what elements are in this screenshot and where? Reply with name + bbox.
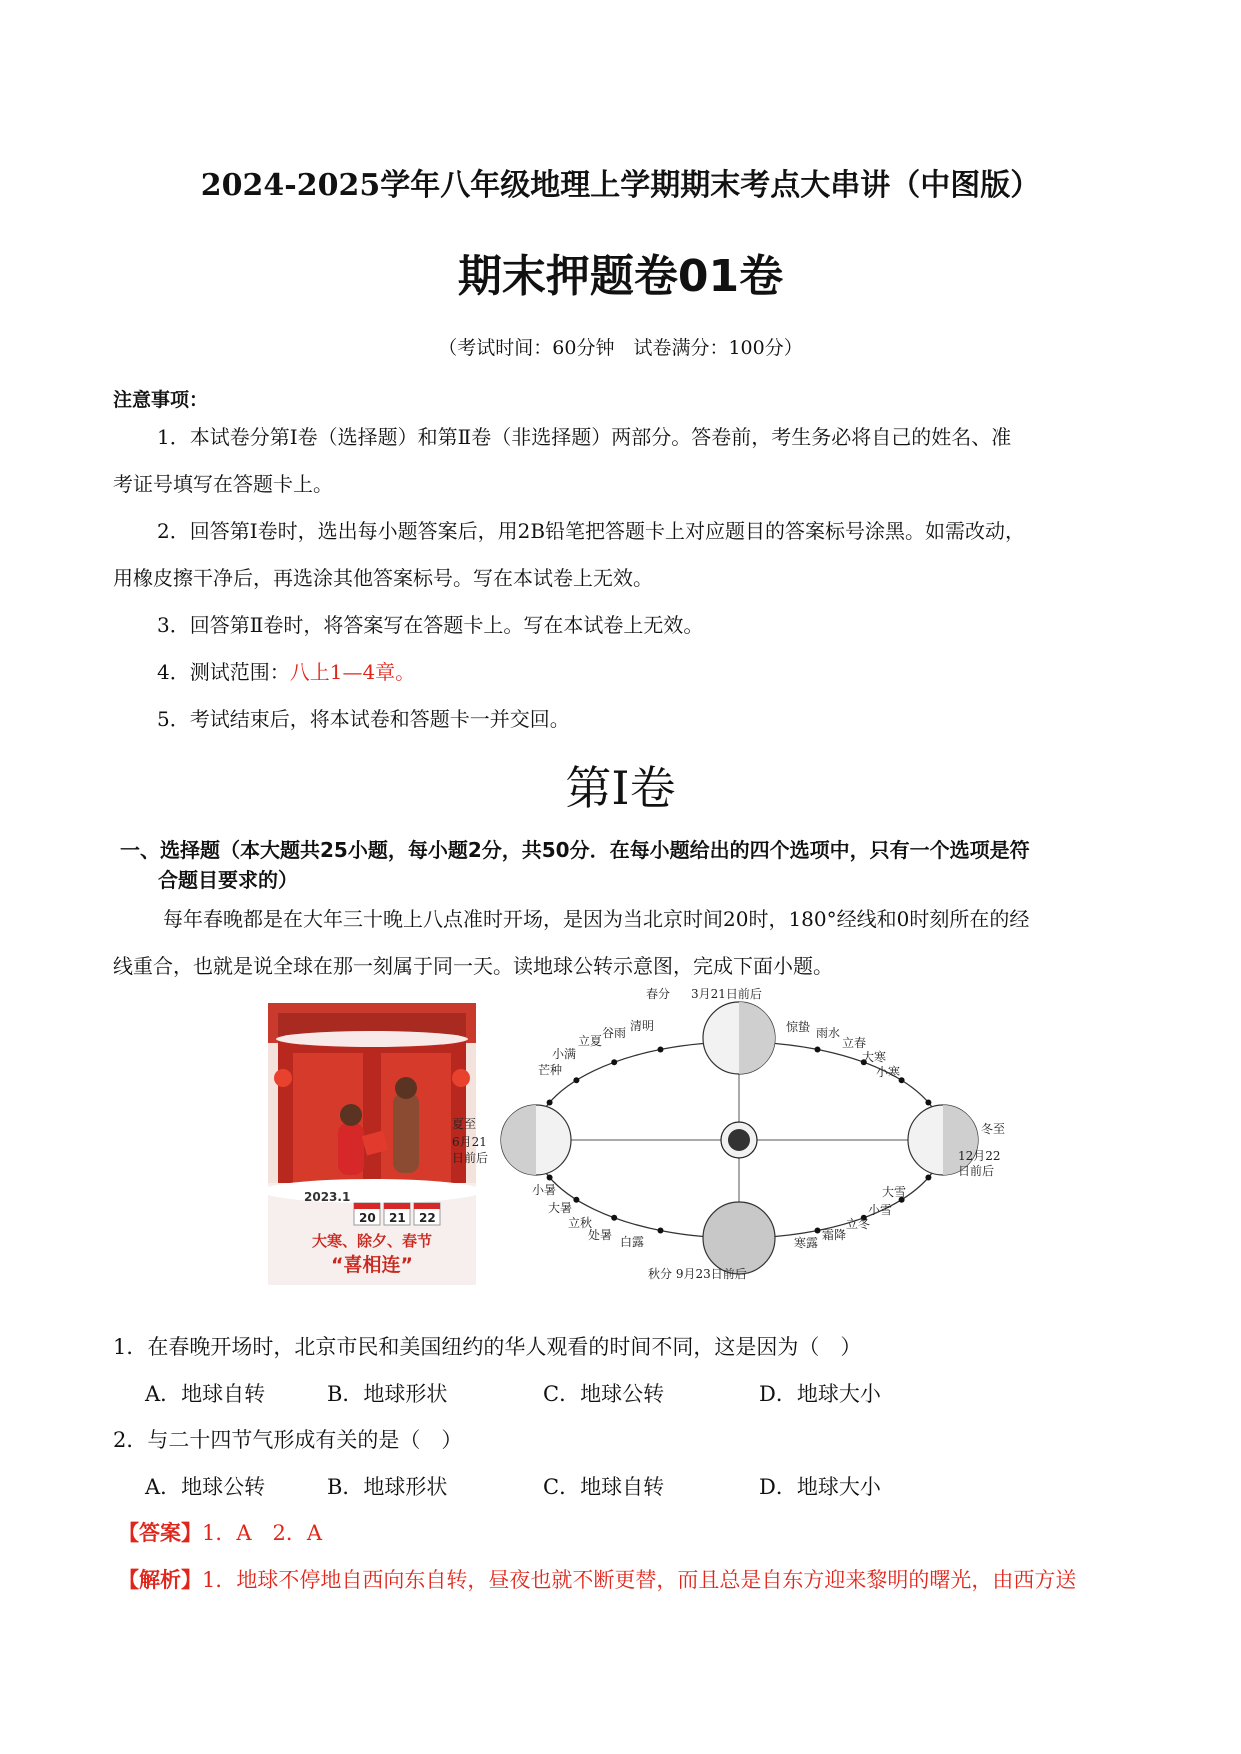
orbit-dot [815,1047,821,1053]
orbit-dot [611,1215,617,1221]
term-guyu: 谷雨 [602,1026,627,1040]
notice-heading: 注意事项： [113,389,209,411]
term-lichun: 立春 [842,1036,867,1050]
question-2-option-c: C．地球自转 [543,1475,665,1499]
poster-slogan: “喜相连” [331,1254,413,1276]
winter-solstice-date-2: 日前后 [958,1164,995,1178]
poster-day-21: 21 [389,1211,406,1225]
analysis-line [118,1564,1076,1594]
answer-text: 1．A 2．A [202,1521,323,1545]
question-2-option-a: A．地球公转 [145,1475,266,1499]
answer-label: 【答案】 [118,1520,202,1545]
orbit-dot [611,1059,617,1065]
analysis-text: 1．地球不停地自西向东自转，昼夜也就不断更替，而且总是自东方迎来黎明的曙光，由西方送 [202,1568,1077,1592]
analysis-label: 【解析】 [118,1567,202,1592]
term-xiaoxue: 小雪 [868,1203,893,1217]
question-2-option-d: D．地球大小 [759,1475,881,1499]
answer-line [118,1517,322,1547]
earth-orbit-diagram [452,987,1006,1281]
orbit-dot [547,1175,553,1181]
term-xiaohan: 小寒 [876,1065,901,1079]
notice-item-1-line-1: 1．本试卷分第Ⅰ卷（选择题）和第Ⅱ卷（非选择题）两部分。答卷前，考生务必将自己的姓名、准 [157,425,1012,449]
orbit-dot [547,1100,553,1106]
orbit-svg [452,987,1006,1281]
question-2-option-b: B．地球形状 [327,1475,448,1499]
question-1-option-a: A．地球自转 [145,1382,266,1406]
notice-item-4-prefix: 4．测试范围： [157,660,290,684]
term-lixia: 立夏 [578,1034,603,1048]
term-chushu: 处暑 [588,1228,613,1242]
intro-line-1: 每年春晚都是在大年三十晚上八点准时开场，是因为当北京时间20时，180°经线和0时刻所在的经 [163,907,1030,931]
notice-item-3: 3．回答第Ⅱ卷时，将答案写在答题卡上。写在本试卷上无效。 [157,613,704,637]
poster-day-20: 20 [359,1211,376,1225]
exam-paper-title: 期末押题卷01卷 [457,251,784,302]
question-1-option-d: D．地球大小 [759,1382,881,1406]
question-1-stem: 1．在春晚开场时，北京市民和美国纽约的华人观看的时间不同，这是因为（ ） [113,1335,862,1359]
notice-item-2-line-2: 用橡皮擦干净后，再选涂其他答案标号。写在本试卷上无效。 [113,566,653,590]
term-shuangjiang: 霜降 [822,1228,847,1242]
spring-equinox-label: 春分 [646,987,671,1001]
section-heading-line-2: 合题目要求的） [158,868,298,892]
autumn-equinox-label: 秋分 9月23日前后 [648,1267,747,1281]
summer-solstice-date-1: 6月21 [452,1135,487,1149]
term-lidong: 立冬 [846,1217,871,1231]
term-liqiu: 立秋 [568,1216,593,1230]
summer-solstice-label: 夏至 [452,1117,477,1131]
orbit-dot [815,1228,821,1234]
orbit-dot [925,1100,931,1106]
notice-item-2-line-1: 2．回答第Ⅰ卷时，选出每小题答案后，用2B铅笔把答题卡上对应题目的答案标号涂黑。如需改动， [157,519,1026,543]
spring-festival-poster [268,1003,476,1285]
orbit-dot [658,1047,664,1053]
term-dahan: 大寒 [862,1050,887,1064]
term-xiaoshu: 小暑 [532,1183,557,1197]
earth-autumn-icon [703,1202,775,1274]
orbit-dot [925,1175,931,1181]
section-heading [120,835,1130,895]
test-range: 八上1—4章。 [289,660,416,684]
notice-item-1-line-2: 考证号填写在答题卡上。 [113,472,333,496]
term-bailu: 白露 [620,1235,645,1249]
section-heading-line-1: 一、选择题（本大题共25小题，每小题2分，共50分．在每小题给出的四个选项中，只有一个选项是符 [120,838,1030,862]
poster-day-22: 22 [419,1211,436,1225]
intro-line-2: 线重合，也就是说全球在那一刻属于同一天。读地球公转示意图，完成下面小题。 [113,954,833,978]
question-1-option-c: C．地球公转 [543,1382,665,1406]
orbit-dot [573,1077,579,1083]
poster-illustration [268,1003,476,1285]
term-jingzhe: 惊蛰 [786,1020,811,1034]
orbit-dot [573,1197,579,1203]
winter-solstice-label: 冬至 [981,1122,1006,1136]
document-title: 2024-2025学年八年级地理上学期期末考点大串讲（中图版） [200,168,1041,203]
question-2-stem: 2．与二十四节气形成有关的是（ ） [113,1428,463,1452]
notice-item-5: 5．考试结束后，将本试卷和答题卡一并交回。 [157,707,570,731]
summer-solstice-date-2: 日前后 [452,1151,489,1165]
term-daxue: 大雪 [882,1185,907,1199]
volume-title: 第Ⅰ卷 [565,761,676,815]
term-yushui: 雨水 [816,1026,841,1040]
poster-caption: 大寒、除夕、春节 [311,1232,433,1250]
poster-date: 2023.1 [304,1190,351,1204]
term-hanlu: 寒露 [794,1236,819,1250]
term-qingming: 清明 [630,1019,655,1033]
notice-item-4 [113,649,1123,696]
orbit-dot [658,1228,664,1234]
question-1-option-b: B．地球形状 [327,1382,448,1406]
term-mangzhong: 芒种 [538,1063,563,1077]
winter-solstice-date-1: 12月22 [958,1149,1001,1163]
spring-equinox-date: 3月21日前后 [691,987,762,1001]
exam-info: （考试时间：60分钟 试卷满分：100分） [438,337,803,359]
term-dashu: 大暑 [548,1201,573,1215]
term-xiaoman: 小满 [552,1047,577,1061]
